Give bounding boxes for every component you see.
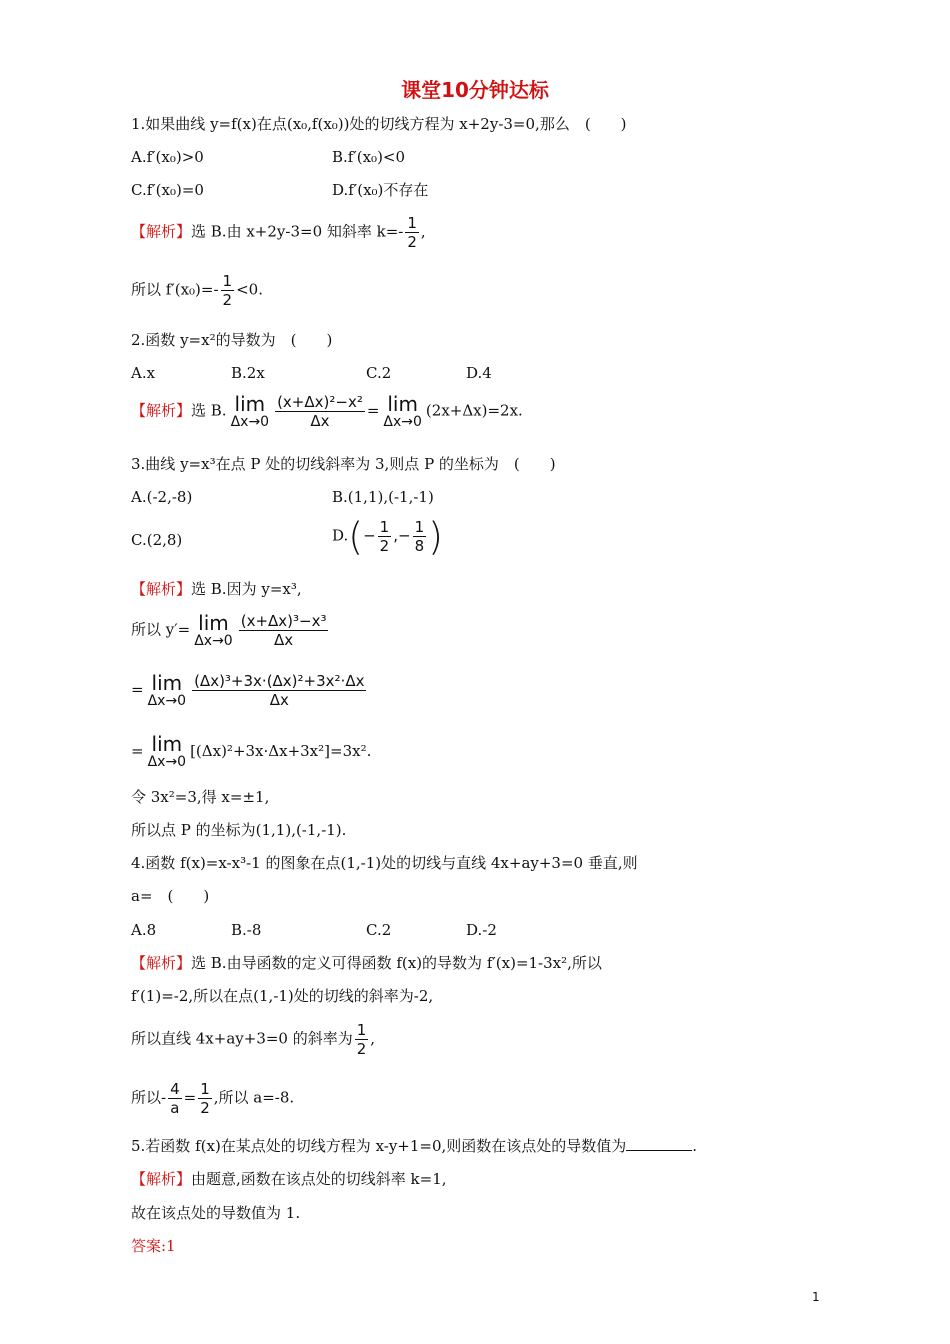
fraction: $\frac{\text{(x+Δx)²−x²}}{\Delta x}$ <box>277 393 363 430</box>
q4-option-d: D.-2 <box>466 921 497 939</box>
q4-solution-line3: 所以直线 4x+ay+3=0 的斜率为 $\frac{1}{2}$ , <box>131 1021 376 1058</box>
page-number: 1 <box>812 1290 820 1304</box>
solution-tag: 【解析】 <box>131 401 192 420</box>
fraction: $\frac{1}{2}$ <box>356 1021 367 1058</box>
q4-option-b: B.-8 <box>231 921 262 939</box>
q3-solution-line3: = lim Δx→0 $\frac{\text{(Δx)³+3x·(Δx)²+3x²·Δx}}{\Delta x}$ <box>131 670 365 709</box>
q3-option-c: C.(2,8) <box>131 531 183 549</box>
answer-blank <box>626 1136 692 1151</box>
q3-solution-line5: 令 3x²=3,得 x=±1, <box>131 788 270 806</box>
q3-solution-line2: 所以 y′= lim Δx→0 $\frac{\text{(x+Δx)³−x³}}{\Delta x}$ <box>131 610 327 649</box>
limit-symbol: lim Δx→0 <box>230 391 270 430</box>
q2-stem: 2.函数 y=x²的导数为 ( ) <box>131 331 333 349</box>
q3-stem: 3.曲线 y=x³在点 P 处的切线斜率为 3,则点 P 的坐标为 ( ) <box>131 455 556 473</box>
q2-option-b: B.2x <box>231 364 265 382</box>
q4-stem-line1: 4.函数 f(x)=x-x³-1 的图象在点(1,-1)处的切线与直线 4x+ay+3=0 垂直,则 <box>131 854 638 872</box>
limit-symbol: lim Δx→0 <box>147 670 187 709</box>
q1-option-b: B.f′(x₀)<0 <box>332 148 406 166</box>
page-title: 课堂10分钟达标 <box>401 78 549 102</box>
fraction: $\frac{1}{2}$ <box>222 272 233 309</box>
fraction: $\frac{1}{2}$ <box>379 518 390 555</box>
q1-solution-line1: 【解析】选 B.由 x+2y-3=0 知斜率 k=- $\frac{1}{2}$ , <box>131 214 426 251</box>
solution-tag: 【解析】 <box>131 954 192 972</box>
q1-stem: 1.如果曲线 y=f(x)在点(x₀,f(x₀))处的切线方程为 x+2y-3=0,那么 ( ) <box>131 115 627 133</box>
q5-solution-line1: 【解析】由题意,函数在该点处的切线斜率 k=1, <box>131 1170 447 1188</box>
fraction: $\frac{1}{2}$ <box>407 214 417 251</box>
q3-solution-line6: 所以点 P 的坐标为(1,1),(-1,-1). <box>131 821 347 839</box>
limit-symbol: lim Δx→0 <box>383 391 422 430</box>
solution-tag: 【解析】 <box>131 222 192 241</box>
q1-option-c: C.f′(x₀)=0 <box>131 181 204 199</box>
q5-answer: 答案:1 <box>131 1237 176 1255</box>
q2-option-c: C.2 <box>366 364 392 382</box>
q4-option-c: C.2 <box>366 921 392 939</box>
fraction: $\frac{1}{8}$ <box>414 518 425 555</box>
q4-solution-line1: 【解析】选 B.由导函数的定义可得函数 f(x)的导数为 f′(x)=1-3x²,所以 <box>131 954 602 972</box>
q2-option-a: A.x <box>131 364 156 382</box>
q1-solution-line2: 所以 f′(x₀)=- $\frac{1}{2}$ <0. <box>131 272 263 309</box>
limit-symbol: lim Δx→0 <box>147 732 187 770</box>
limit-symbol: lim Δx→0 <box>194 610 233 649</box>
q3-option-b: B.(1,1),(-1,-1) <box>332 488 434 506</box>
fraction: $\frac{\text{(Δx)³+3x·(Δx)²+3x²·Δx}}{\Delta x}$ <box>194 672 365 709</box>
q4-solution-line4: 所以- $\frac{4}{a}$ = $\frac{1}{2}$ ,所以 a=-8. <box>131 1080 295 1117</box>
q2-option-d: D.4 <box>466 364 492 382</box>
q5-stem: 5.若函数 f(x)在某点处的切线方程为 x-y+1=0,则函数在该点处的导数值为 . <box>131 1137 698 1155</box>
q5-solution-line2: 故在该点处的导数值为 1. <box>131 1204 301 1222</box>
q3-solution-line1: 【解析】选 B.因为 y=x³, <box>131 580 302 598</box>
solution-tag: 【解析】 <box>131 1170 192 1188</box>
q3-option-a: A.(-2,-8) <box>131 488 193 506</box>
q2-solution: 【解析】选 B. lim Δx→0 $\frac{\text{(x+Δx)²−x²}}{\Delta x}$ = lim Δx→0 (2x+Δx)=2x. <box>131 391 523 430</box>
q3-option-d: D.(− $\frac{1}{2}$ ,− $\frac{1}{8}$ ) <box>332 514 443 559</box>
solution-tag: 【解析】 <box>131 580 192 598</box>
fraction: $\frac{1}{2}$ <box>200 1080 210 1117</box>
q4-option-a: A.8 <box>131 921 157 939</box>
q4-stem-line2: a= ( ) <box>131 887 210 905</box>
fraction: $\frac{4}{a}$ <box>170 1080 180 1117</box>
q3-solution-line4: = lim Δx→0 [(Δx)²+3x·Δx+3x²]=3x². <box>131 732 372 770</box>
q4-solution-line2: f′(1)=-2,所以在点(1,-1)处的切线的斜率为-2, <box>131 987 434 1005</box>
q1-option-d: D.f′(x₀)不存在 <box>332 181 429 199</box>
fraction: $\frac{\text{(x+Δx)³−x³}}{\Delta x}$ <box>240 612 327 649</box>
q1-option-a: A.f′(x₀)>0 <box>131 148 204 166</box>
